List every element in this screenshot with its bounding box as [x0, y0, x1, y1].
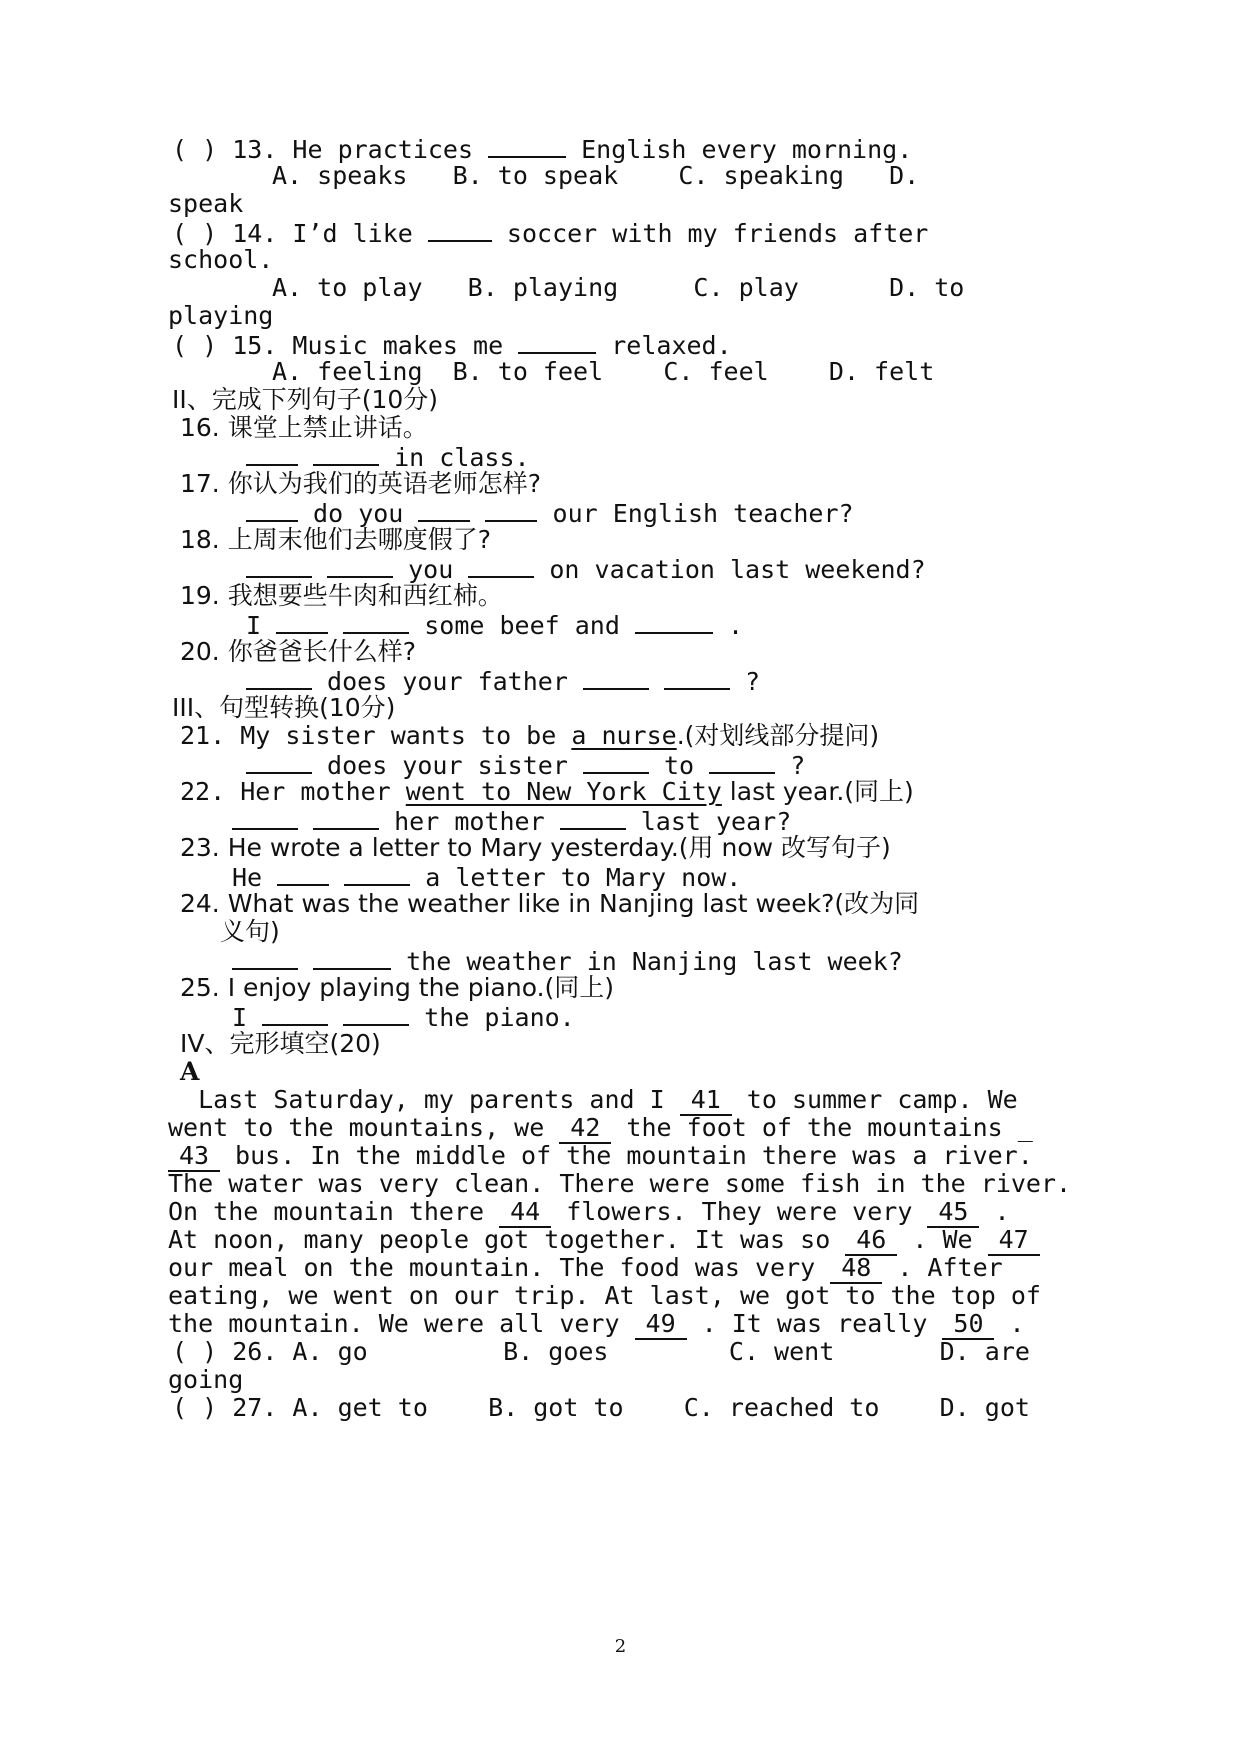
blank — [313, 804, 379, 830]
blank — [709, 748, 775, 774]
q21-en: does your sister to ? — [246, 748, 805, 779]
q25-stem: 25. I enjoy playing the piano.(同上) — [180, 973, 615, 1002]
section-iii-title: III、句型转换(10分) — [172, 693, 396, 722]
q19-cn: 19. 我想要些牛肉和西红柿。 — [180, 581, 503, 610]
passage-line-9: the mountain. We were all very 49 . It was really 50 . — [168, 1309, 1025, 1338]
page-number: 2 — [614, 1636, 627, 1657]
blank — [518, 328, 596, 354]
q17-cn: 17. 你认为我们的英语老师怎样? — [180, 469, 541, 498]
q15-options: A. feeling B. to feel C. feel D. felt — [272, 357, 935, 386]
passage-line-4: The water was very clean. There were some fish in the river. — [168, 1169, 1072, 1198]
q18-cn: 18. 上周末他们去哪度假了? — [180, 525, 491, 554]
blank — [468, 552, 534, 578]
blank — [246, 748, 312, 774]
q26-wrap: going — [168, 1365, 244, 1394]
blank — [485, 496, 537, 522]
blank — [246, 496, 298, 522]
blank — [313, 440, 379, 466]
q13-stem: ( ) 13. He practices English every morning. — [172, 132, 912, 163]
passage-line-6: At noon, many people got together. It was so 46 . We 47 — [168, 1224, 1040, 1255]
q14-wrap2: playing — [168, 301, 274, 330]
blank — [635, 608, 713, 634]
blank — [232, 804, 298, 830]
passage-line-2: went to the mountains, we 42 the foot of the mountains _ — [168, 1113, 1033, 1142]
q17-en: do you our English teacher? — [246, 496, 854, 527]
blank — [313, 944, 391, 970]
blank — [327, 552, 393, 578]
passage-line-8: eating, we went on our trip. At last, we got to the top of — [168, 1281, 1041, 1310]
q26-options: ( ) 26. A. go B. goes C. went D. are — [172, 1337, 1030, 1366]
passage-line-1: Last Saturday, my parents and I 41 to summer camp. We — [168, 1085, 1018, 1114]
section-iv-title: IV、完形填空(20) — [180, 1029, 381, 1058]
q14-stem: ( ) 14. I’d like soccer with my friends after — [172, 216, 928, 247]
q16-en: in class. — [246, 440, 530, 471]
q13-options: A. speaks B. to speak C. speaking D. — [272, 161, 920, 190]
q22-en: her mother last year? — [232, 804, 791, 835]
blank — [232, 944, 298, 970]
blank — [276, 608, 328, 634]
blank — [246, 664, 312, 690]
blank — [246, 552, 312, 578]
blank — [560, 804, 626, 830]
blank — [262, 1000, 328, 1026]
blank — [344, 860, 410, 886]
q23-en: He a letter to Mary now. — [232, 860, 741, 891]
blank — [488, 132, 566, 158]
q16-cn: 16. 课堂上禁止讲话。 — [180, 413, 428, 442]
blank — [343, 1000, 409, 1026]
passage-line-5: On the mountain there 44 flowers. They were very 45 . — [168, 1197, 1010, 1226]
blank — [418, 496, 470, 522]
passage-line-7: our meal on the mountain. The food was very 48 . After — [168, 1253, 1003, 1282]
blank — [343, 608, 409, 634]
blank — [428, 216, 492, 242]
q22-stem: 22. Her mother went to New York City last year.(同上) — [180, 777, 914, 806]
q23-stem: 23. He wrote a letter to Mary yesterday.(用 now 改写句子) — [180, 833, 891, 862]
q15-stem: ( ) 15. Music makes me relaxed. — [172, 328, 732, 359]
q19-en: I some beef and . — [246, 608, 743, 639]
q14-options: A. to play B. playing C. play D. to — [272, 273, 965, 302]
q14-wrap: school. — [168, 245, 274, 274]
blank — [664, 664, 730, 690]
blank — [583, 748, 649, 774]
section-ii-title: II、完成下列句子(10分) — [172, 385, 439, 414]
q20-en: does your father ? — [246, 664, 760, 695]
q13-wrap: speak — [168, 189, 244, 218]
q21-stem: 21. My sister wants to be a nurse.(对划线部分提问) — [180, 721, 880, 750]
passage-line-3: 43 bus. In the middle of the mountain there was a river. — [168, 1140, 1033, 1171]
blank — [583, 664, 649, 690]
q18-en: you on vacation last weekend? — [246, 552, 926, 583]
q27-options: ( ) 27. A. get to B. got to C. reached to D. got — [172, 1393, 1030, 1422]
blank — [277, 860, 329, 886]
part-a-label: A — [180, 1057, 200, 1086]
q24-en: the weather in Nanjing last week? — [232, 944, 903, 975]
q25-en: I the piano. — [232, 1000, 575, 1031]
q20-cn: 20. 你爸爸长什么样? — [180, 637, 416, 666]
blank — [246, 440, 298, 466]
q24-wrap: 义句) — [220, 917, 280, 946]
q24-stem: 24. What was the weather like in Nanjing last week?(改为同 — [180, 889, 920, 918]
